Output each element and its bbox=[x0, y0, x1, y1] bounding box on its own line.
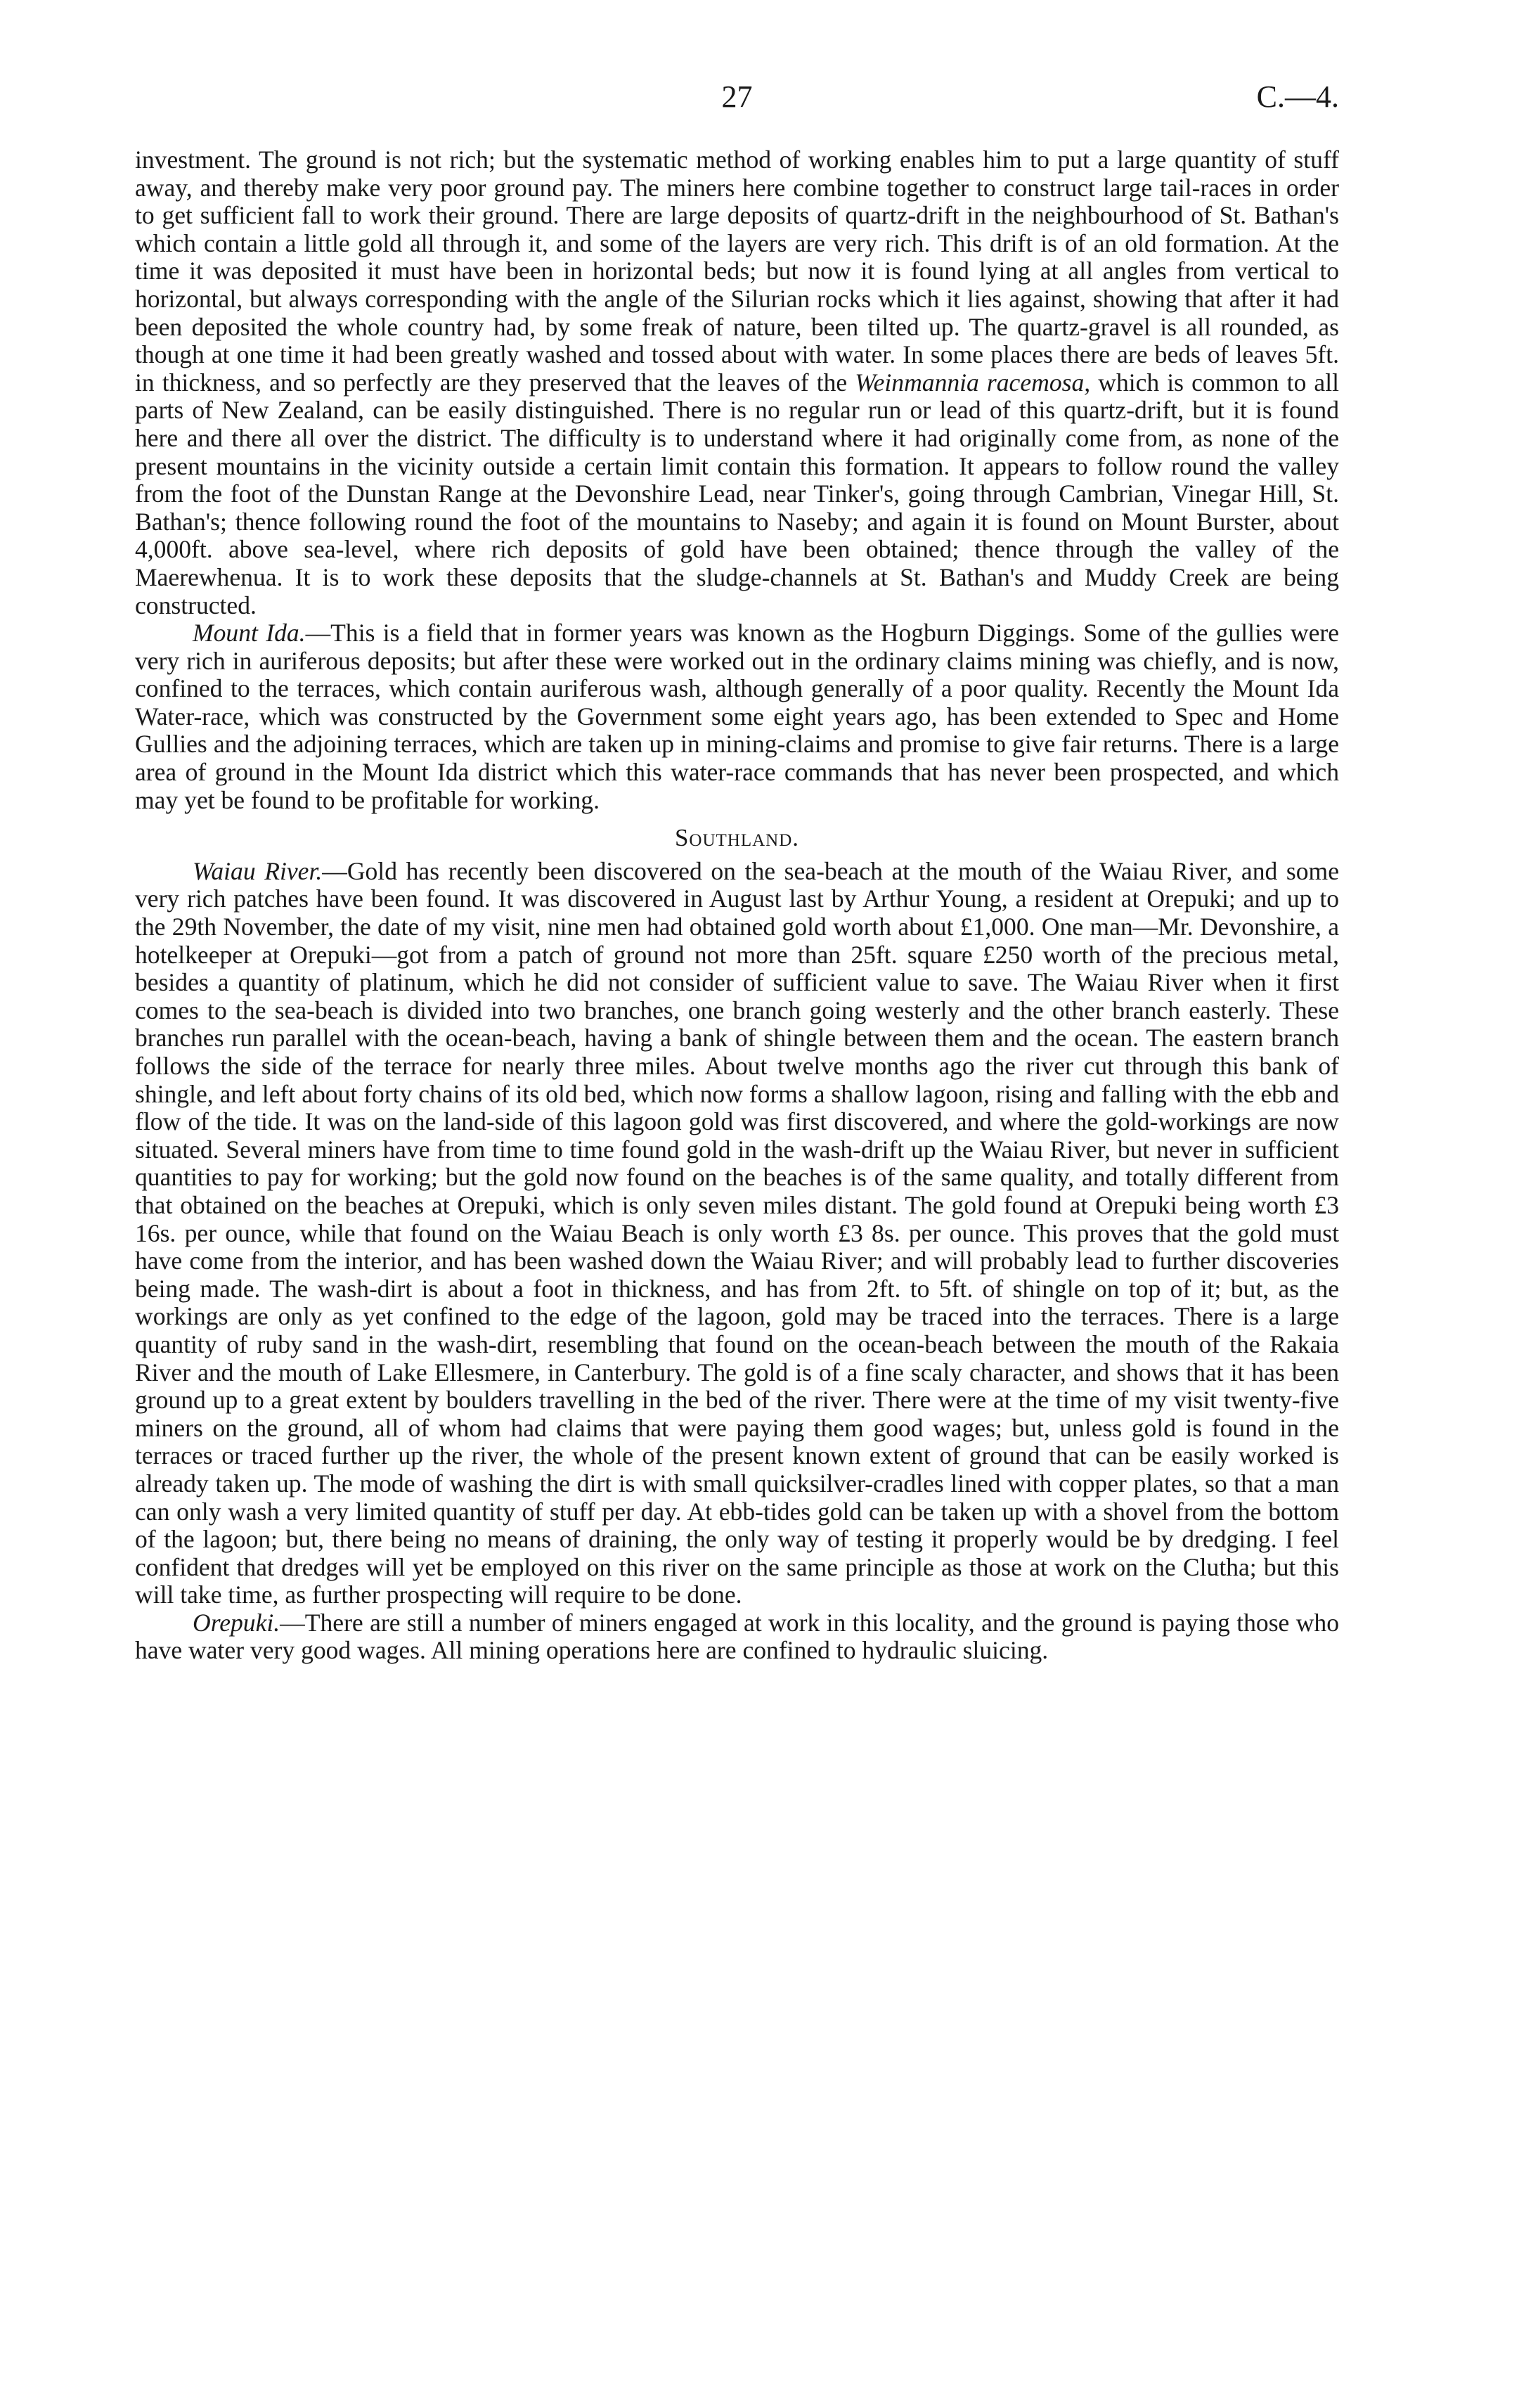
paragraph-st-bathans bbox=[135, 146, 1339, 619]
paragraph-text: —Gold has recently been discovered on the sea-beach at the mouth of the Waiau River, and some very rich patches have been found. It was discovered in August last by Arthur Young, a resident at Orepuki; and up to the 29th November, the date of my visit, nine men had obtained gold worth about £1,000. One man—Mr. Devonshire, a hotelkeeper at Orepuki—got from a patch of ground not more than 25ft. square £250 worth of the precious metal, besides a quantity of platinum, which he did not consider of sufficient value to save. The Waiau River when it first comes to the sea-beach is divided into two branches, one branch going westerly and the other branch easterly. These branches run parallel with the ocean-beach, having a bank of shingle between them and the ocean. The eastern branch follows the side of the terrace for nearly three miles. About twelve months ago the river cut through this bank of shingle, and left about forty chains of its old bed, which now forms a shallow lagoon, rising and falling with the ebb and flow of the tide. It was on the land-side of this lagoon gold was first discovered, and where the gold-workings are now situated. Several miners have from time to time found gold in the wash-drift up the Waiau River, but never in sufficient quantities to pay for working; but the gold now found on the beaches is of the same quality, and totally different from that obtained on the beaches at Orepuki, which is only seven miles distant. The gold found at Orepuki being worth £3 16s. per ounce, while that found on the Waiau Beach is only worth £3 8s. per ounce. This proves that the gold must have come from the interior, and has been washed down the Waiau River; and will probably lead to further discoveries being made. The wash-dirt is about a foot in thickness, and has from 2ft. to 5ft. of shingle on top of it; but, as the workings are only as yet confined to the edge of the lagoon, gold may be traced into the terraces. There is a large quantity of ruby sand in the wash-dirt, resembling that found on the ocean-beach between the mouth of the Rakaia River and the mouth of Lake Ellesmere, in Canterbury. The gold is of a fine scaly character, and shows that it has been ground up to a great extent by boulders travelling in the bed of the river. There were at the time of my visit twenty-five miners on the ground, all of whom had claims that were paying them good wages; but, unless gold is found in the terraces or traced further up the river, the whole of the present known extent of ground that can be easily worked is already taken up. The mode of washing the dirt is with small quicksilver-cradles lined with copper plates, so that a man can only wash a very limited quantity of stuff per day. At ebb-tides gold can be taken up with a shovel from the bottom of the lagoon; but, there being no means of draining, the only way of testing it properly would be by dredging. I feel confident that dredges will yet be employed on this river on the same principle as those at work on the Clutha; but this will take time, as further prospecting will require to be done. bbox=[135, 856, 1340, 1609]
page-header bbox=[135, 79, 1339, 121]
paragraph-orepuki bbox=[135, 1609, 1339, 1665]
paragraph-text: —This is a field that in former years was known as the Hogburn Diggings. Some of the gullies were very rich in auriferous deposits; but after these were worked out in the ordinary claims mining was chiefly, and is now, confined to the terraces, which contain auriferous wash, although generally of a poor quality. Recently the Mount Ida Water-race, which was constructed by the Government some eight years ago, has been extended to Spec and Home Gullies and the adjoining terraces, which are taken up in mining-claims and promise to give fair returns. There is a large area of ground in the Mount Ida district which this water-race commands that has never been prospected, and which may yet be found to be profitable for working. bbox=[135, 619, 1339, 814]
paragraph-text-continued: which is common to all parts of New Zealand, can be easily distinguished. There is no regular run or lead of this quartz-drift, but it is found here and there all over the district. The difficulty is to understand where it had originally come from, as none of the present mountains in the vicinity outside a certain limit contain this formation. It appears to follow round the valley from the foot of the Dunstan Range at the Devonshire Lead, near Tinker's, going through Cambrian, Vinegar Hill, St. Bathan's; thence following round the foot of the mountains to Naseby; and again it is found on Mount Burster, about 4,000ft. above sea-level, where rich deposits of gold have been obtained; thence through the valley of the Maerewhenua. It is to work these deposits that the sludge-channels at St. Bathan's and Muddy Creek are being constructed. bbox=[135, 368, 1339, 619]
paragraph-text: investment. The ground is not rich; but the systematic method of working enables him to put a large quantity of stuff away, and thereby make very poor ground pay. The miners here combine together to construct large tail-races in order to get sufficient fall to work their ground. There are large deposits of quartz-drift in the neighbourhood of St. Bathan's which contain a little gold all through it, and some of the layers are very rich. This drift is of an old formation. At the time it was deposited it must have been in horizontal beds; but now it is found lying at all angles from vertical to horizontal, but always corresponding with the angle of the Silurian rocks which it lies against, showing that after it had been deposited the whole country had, by some freak of nature, been tilted up. The quartz-gravel is all rounded, as though at one time it had been greatly washed and tossed about with water. In some places there are beds of leaves 5ft. in thickness, and so perfectly are they preserved that the leaves of the bbox=[135, 146, 1339, 397]
paragraph-lead-waiau-river: Waiau River. bbox=[193, 856, 323, 885]
document-code: C.—4. bbox=[1256, 79, 1339, 114]
paragraph-lead-mount-ida: Mount Ida. bbox=[193, 619, 306, 648]
species-name: Weinmannia racemosa, bbox=[855, 368, 1091, 397]
section-heading-southland: Southland. bbox=[674, 824, 800, 852]
paragraph-mount-ida bbox=[135, 619, 1339, 814]
page-number: 27 bbox=[721, 79, 753, 114]
paragraph-lead-orepuki: Orepuki. bbox=[193, 1608, 280, 1637]
paragraph-waiau-river bbox=[135, 858, 1339, 1609]
report-body bbox=[135, 146, 1339, 1665]
paragraph-text: —There are still a number of miners engaged at work in this locality, and the ground is paying those who have water very good wages. All mining operations here are confined to hydraulic sluicing. bbox=[135, 1608, 1339, 1665]
document-page bbox=[135, 0, 1339, 2408]
